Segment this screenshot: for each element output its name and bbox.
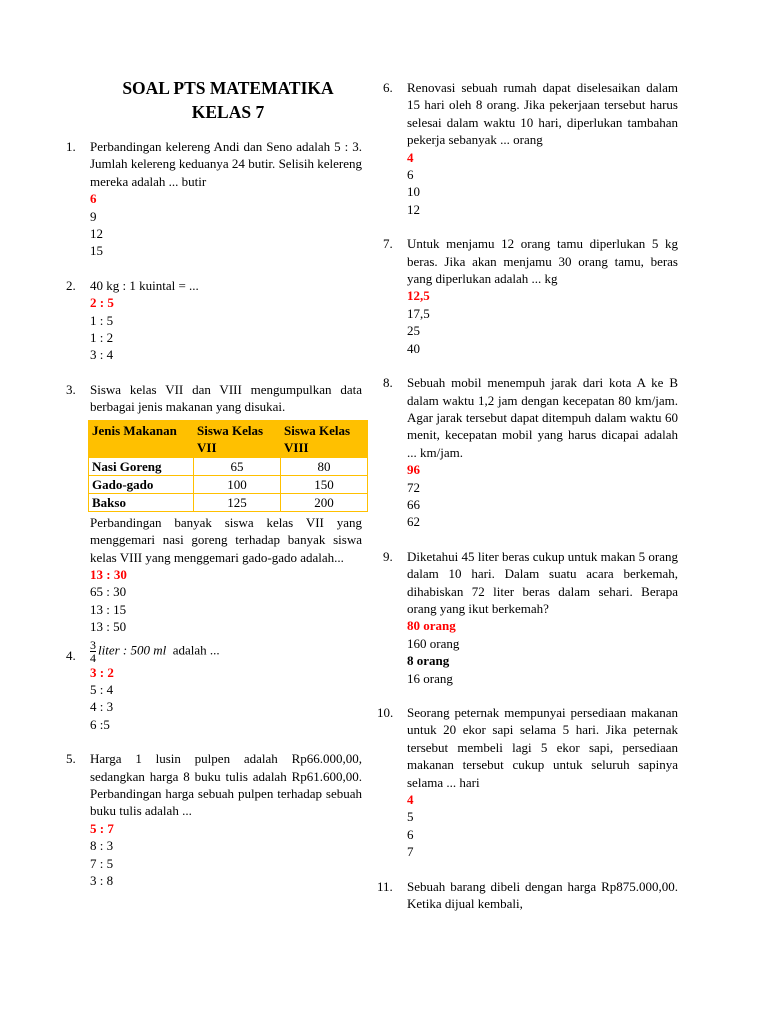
table-cell: Bakso [89, 493, 194, 511]
question-8 [383, 374, 678, 531]
question-text: Untuk menjamu 12 orang tamu diperlukan 5 kg beras. Jika akan menjamu 30 orang tamu, beras yang diperlukan adalah ... kg [407, 236, 678, 287]
question-number: 7. [383, 236, 393, 252]
options [407, 287, 678, 357]
question-number: 2. [66, 277, 76, 293]
answer-option: 25 [407, 323, 420, 339]
answer-option: 6 [407, 826, 414, 842]
answer-option: 40 [407, 340, 420, 356]
food-preference-table [88, 420, 368, 512]
question-5 [66, 750, 362, 889]
question-3 [66, 381, 362, 636]
question-text: Diketahui 45 liter beras cukup untuk makan 5 orang dalam 10 hari. Dalam suatu acara berkemah, dihabiskan 72 liter beras dalam sehari. Berapa orang yang ikut berkemah? [407, 548, 678, 616]
question-suffix: adalah ... [172, 642, 220, 658]
answer-option: 3 : 4 [90, 347, 114, 363]
question-text: Sebuah mobil menempuh jarak dari kota A ke B dalam waktu 1,2 jam dengan kecepatan 80 km/jam. Agar jarak tersebut dapat ditempuh dalam waktu 60 menit, kecepatan mobil yang harus dicapai adalah ... km/jam. [407, 375, 678, 460]
answer-option: 160 orang [407, 635, 460, 651]
question-6 [383, 79, 678, 218]
question-1 [66, 138, 362, 260]
answer-option: 3 : 8 [90, 873, 114, 888]
table-cell: 80 [281, 457, 368, 475]
answer-option-correct: 12,5 [407, 288, 430, 304]
answer-option: 15 [90, 243, 103, 259]
answer-option: 8 : 3 [90, 838, 114, 854]
answer-option-correct: 5 : 7 [90, 820, 114, 836]
question-number: 11. [377, 878, 393, 894]
question-number: 10. [377, 705, 394, 720]
table-cell: 65 [194, 457, 281, 475]
fraction-numerator: 3 [90, 637, 96, 652]
answer-option: 8 orang [407, 653, 450, 669]
fraction-denominator: 4 [90, 650, 96, 665]
table-cell: 125 [194, 493, 281, 511]
question-2 [66, 277, 362, 364]
answer-option-correct: 2 : 5 [90, 295, 114, 311]
question-text [90, 639, 362, 664]
question-number: 4. [66, 647, 76, 663]
options [407, 149, 678, 219]
answer-option: 62 [407, 514, 420, 530]
question-text: Harga 1 lusin pulpen adalah Rp66.000,00, sedangkan harga 8 buku tulis adalah Rp61.600,00. Perbandingan harga sebuah pulpen terhadap sebuah buku tulis adalah ... [90, 751, 362, 819]
left-column [66, 76, 362, 906]
question-text: Siswa kelas VII dan VIII mengumpulkan data berbagai jenis makanan yang disukai. [90, 381, 362, 415]
question-text: Renovasi sebuah rumah dapat diselesaikan dalam 15 hari oleh 8 orang. Jika pekerjaan tersebut harus selesai dalam waktu 10 hari, diperlukan tambahan pekerja sebanyak ... orang [407, 80, 678, 148]
math-expression: liter : 500 ml [98, 642, 167, 658]
question-text: Perbandingan kelereng Andi dan Seno adalah 5 : 3. Jumlah kelereng keduanya 24 butir. Selisih kelereng mereka adalah ... butir [90, 139, 362, 189]
options [90, 190, 362, 260]
answer-option-correct: 3 : 2 [90, 664, 114, 680]
answer-option: 72 [407, 479, 420, 495]
question-11 [377, 878, 678, 913]
answer-option: 7 : 5 [90, 855, 114, 871]
table-cell: 100 [194, 475, 281, 493]
question-text: 40 kg : 1 kuintal = ... [90, 277, 199, 293]
answer-option-correct: 96 [407, 462, 420, 478]
options [90, 566, 362, 636]
question-text: Perbandingan banyak siswa kelas VII yang menggemari nasi goreng terhadap banyak siswa kelas VIII yang menggemari gado-gado adalah... [90, 514, 362, 565]
answer-option: 9 [90, 208, 97, 224]
answer-option: 66 [407, 496, 420, 512]
question-7 [383, 235, 678, 357]
fraction [90, 639, 96, 664]
answer-option-correct: 13 : 30 [90, 566, 127, 582]
question-number: 5. [66, 751, 76, 767]
answer-option-correct: 4 [407, 149, 414, 165]
question-number: 9. [383, 548, 393, 564]
table-cell: 150 [281, 475, 368, 493]
answer-option: 17,5 [407, 305, 430, 321]
right-column [377, 79, 678, 929]
table-row [89, 493, 368, 511]
question-10 [377, 704, 678, 861]
answer-option: 5 : 4 [90, 681, 114, 697]
table-header: Siswa Kelas VIII [281, 420, 368, 457]
options [407, 461, 678, 531]
answer-option: 16 orang [407, 670, 453, 686]
answer-option: 13 : 50 [90, 619, 127, 635]
options [407, 617, 678, 687]
answer-option: 6 [407, 167, 414, 183]
question-number: 6. [383, 80, 393, 95]
question-4 [66, 639, 362, 734]
table-row [89, 457, 368, 475]
table-header: Siswa Kelas VII [194, 420, 281, 457]
answer-option-correct: 6 [90, 191, 97, 207]
answer-option: 4 : 3 [90, 699, 114, 715]
answer-option: 65 : 30 [90, 584, 127, 600]
question-text: Sebuah barang dibeli dengan harga Rp875.000,00. Ketika dijual kembali, [407, 878, 678, 912]
question-number: 1. [66, 139, 76, 154]
answer-option: 12 [407, 201, 420, 217]
table-header: Jenis Makanan [89, 420, 194, 457]
answer-option: 1 : 5 [90, 312, 114, 328]
options [90, 820, 362, 890]
options [90, 294, 362, 364]
question-text: Seorang peternak mempunyai persediaan makanan untuk 20 ekor sapi selama 5 hari. Jika peternak tersebut membeli lagi 5 ekor sapi, persediaan makanan tersebut cukup untuk seluruh sapinya selama ... hari [407, 705, 678, 790]
answer-option: 7 [407, 844, 414, 860]
answer-option: 10 [407, 184, 420, 200]
question-9 [383, 548, 678, 687]
answer-option: 12 [90, 226, 103, 242]
answer-option-correct: 4 [407, 792, 414, 808]
options [90, 664, 362, 734]
question-number: 8. [383, 375, 393, 391]
table-header-row [89, 420, 368, 457]
answer-option-correct: 80 orang [407, 618, 456, 634]
answer-option: 6 :5 [90, 716, 110, 732]
table-cell: 200 [281, 493, 368, 511]
answer-option: 13 : 15 [90, 601, 127, 617]
table-cell: Nasi Goreng [89, 457, 194, 475]
page-title: SOAL PTS MATEMATIKA KELAS 7 [122, 78, 334, 122]
answer-option: 5 [407, 809, 414, 825]
table-cell: Gado-gado [89, 475, 194, 493]
options [407, 791, 678, 861]
question-number: 3. [66, 381, 76, 397]
table-row [89, 475, 368, 493]
answer-option: 1 : 2 [90, 330, 114, 346]
